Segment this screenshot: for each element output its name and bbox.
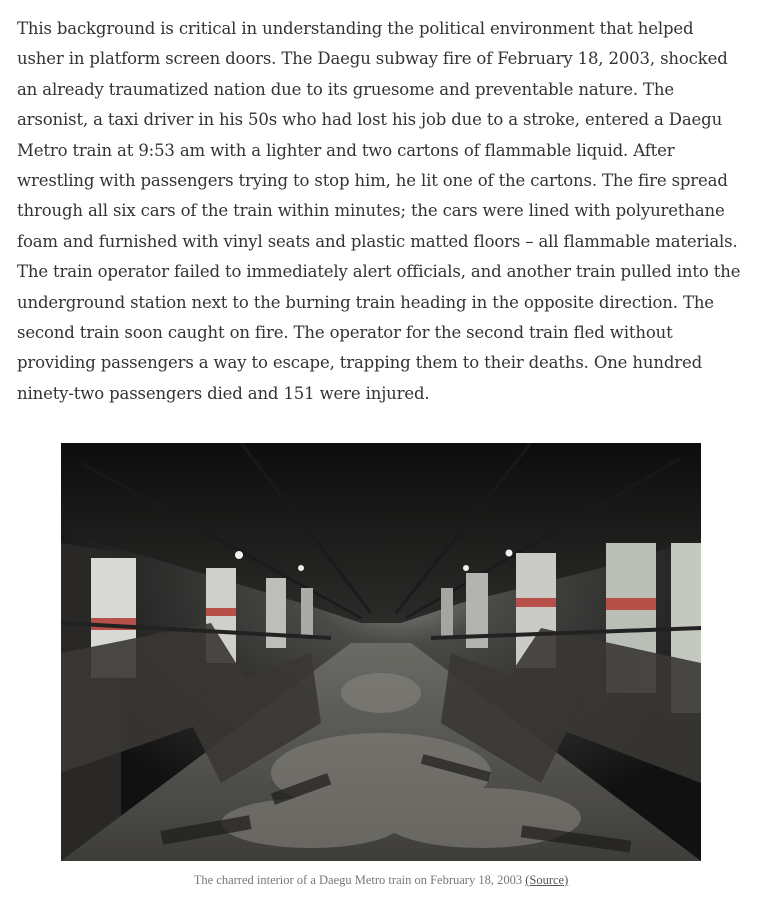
- source-link[interactable]: (Source): [525, 873, 569, 887]
- figure-caption: [61, 873, 701, 888]
- burned-train-interior-photo: [61, 443, 701, 861]
- body-paragraph: This background is critical in understanding the political environment that helped usher in platform screen doors. The Daegu subway fire of February 18, 2003, shocked an already traumatized nation due to its gruesome and preventable nature. The arsonist, a taxi driver in his 50s who had lost his job due to a stroke, entered a Daegu Metro train at 9:53 am with a lighter and two cartons of flammable liquid. After wrestling with passengers trying to stop him, he lit one of the cartons. The fire spread through all six cars of the train within minutes; the cars were lined with polyurethane foam and furnished with vinyl seats and plastic matted floors – all flammable materials. The train operator failed to immediately alert officials, and another train pulled into the underground station next to the burning train heading in the opposite direction. The second train soon caught on fire. The operator for the second train fled without providing passengers a way to escape, trapping them to their deaths. One hundred ninety-two passengers died and 151 were injured.: [17, 19, 741, 403]
- figure: [61, 443, 701, 887]
- caption-text: The charred interior of a Daegu Metro train on February 18, 2003: [193, 873, 526, 887]
